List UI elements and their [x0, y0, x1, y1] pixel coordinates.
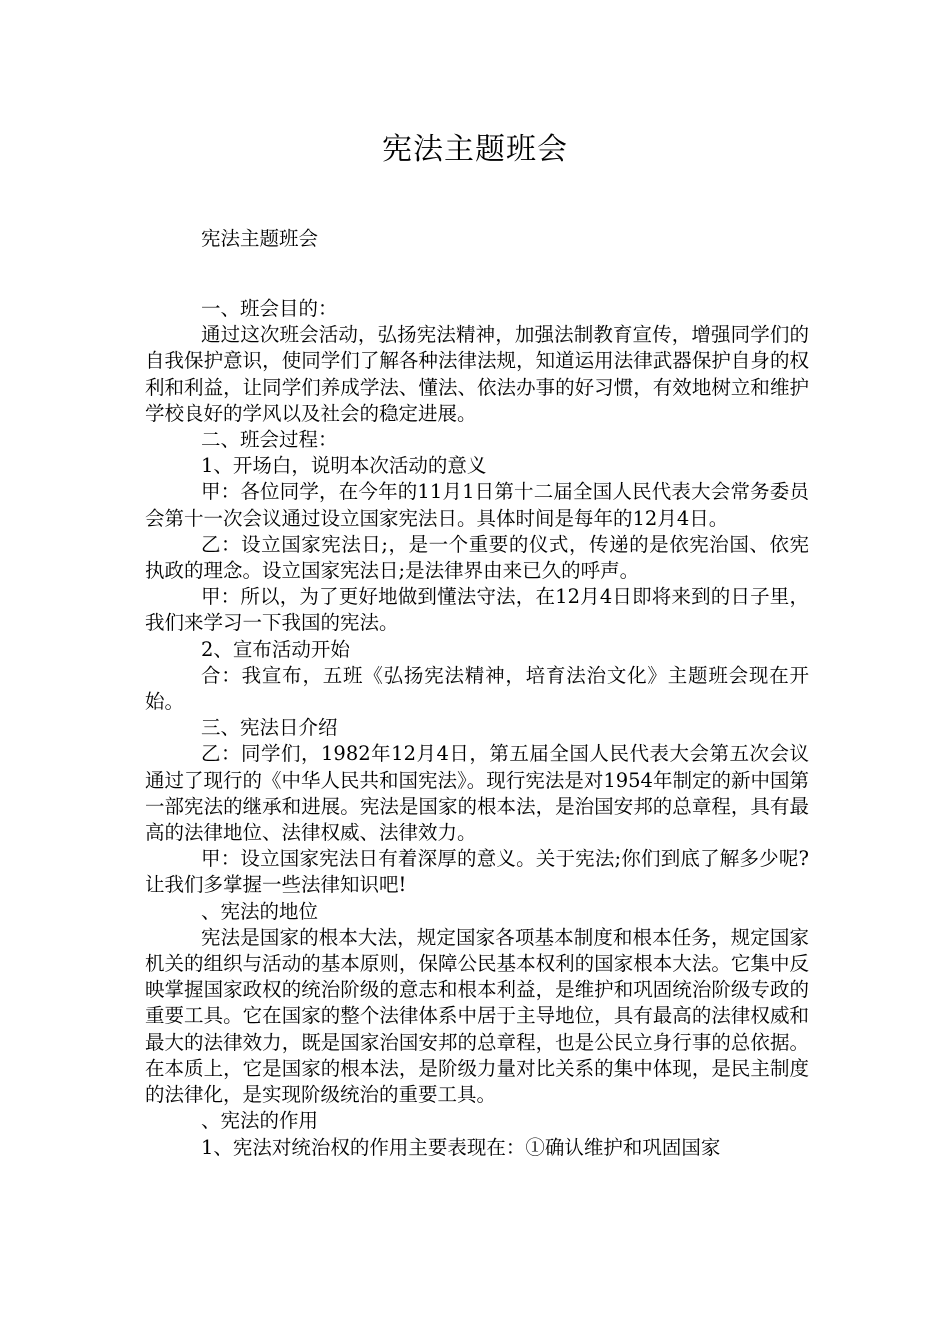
section-heading-process: 二、班会过程： [201, 428, 338, 452]
paragraph-status: 宪法是国家的根本大法，规定国家各项基本制度和根本任务，规定国家机关的组织与活动的基本原则，保障公民基本权利的国家根本大法。它集中反映掌握国家政权的统治阶级的意志和根本利益，是维护和巩固统治阶级专政的重要工具。它在国家的整个法律体系中居于主导地位，具有最高的法律权威和最大的法律效力，既是国家治国安邦的总章程，也是公民立身行事的总依据。在本质上，它是国家的根本法，是阶级力量对比关系的集中体现，是民主制度的法律化，是实现阶级统治的重要工具。 [145, 925, 809, 1107]
document-subtitle: 宪法主题班会 [201, 227, 319, 250]
dialogue-yi-2: 乙：同学们，1982年12月4日，第五届全国人民代表大会第五次会议通过了现行的《中华人民共和国宪法》。现行宪法是对1954年制定的新中国第一部宪法的继承和进展。宪法是国家的根本法，是治国安邦的总章程，具有最高的法律地位、法律权威、法律效力。 [145, 742, 809, 845]
document-body [145, 296, 809, 1161]
dialogue-jia-1: 甲：各位同学，在今年的11月1日第十二届全国人民代表大会常务委员会第十一次会议通过设立国家宪法日。具体时间是每年的12月4日。 [145, 480, 809, 530]
paragraph-purpose: 通过这次班会活动，弘扬宪法精神，加强法制教育宣传，增强同学们的自我保护意识，使同学们了解各种法律法规，知道运用法律武器保护自身的权利和利益，让同学们养成学法、懂法、依法办事的好习惯，有效地树立和维护学校良好的学风以及社会的稳定进展。 [145, 323, 809, 425]
document-title: 宪法主题班会 [382, 132, 568, 167]
paragraph-role: 1、宪法对统治权的作用主要表现在：①确认维护和巩固国家 [201, 1135, 721, 1159]
section-heading-purpose: 一、班会目的： [201, 297, 338, 320]
subheading-role: 、宪法的作用 [201, 1109, 319, 1133]
dialogue-jia-3: 甲：设立国家宪法日有着深厚的意义。关于宪法;你们到底了解多少呢?让我们多掌握一些法律知识吧! [145, 847, 809, 897]
dialogue-jia-2: 甲：所以，为了更好地做到懂法守法，在12月4日即将来到的日子里，我们来学习一下我国的宪法。 [145, 585, 809, 635]
section-heading-constitution-day: 三、宪法日介绍 [201, 716, 338, 740]
dialogue-yi-1: 乙：设立国家宪法日;，是一个重要的仪式，传递的是依宪治国、依宪执政的理念。设立国家宪法日;是法律界由来已久的呼声。 [145, 532, 809, 583]
dialogue-together: 合：我宣布，五班《弘扬宪法精神，培育法治文化》主题班会现在开始。 [145, 663, 809, 714]
subheading-status: 、宪法的地位 [201, 899, 319, 923]
subheading-start: 2、宣布活动开始 [201, 637, 350, 661]
subheading-opening: 1、开场白，说明本次活动的意义 [201, 454, 487, 478]
